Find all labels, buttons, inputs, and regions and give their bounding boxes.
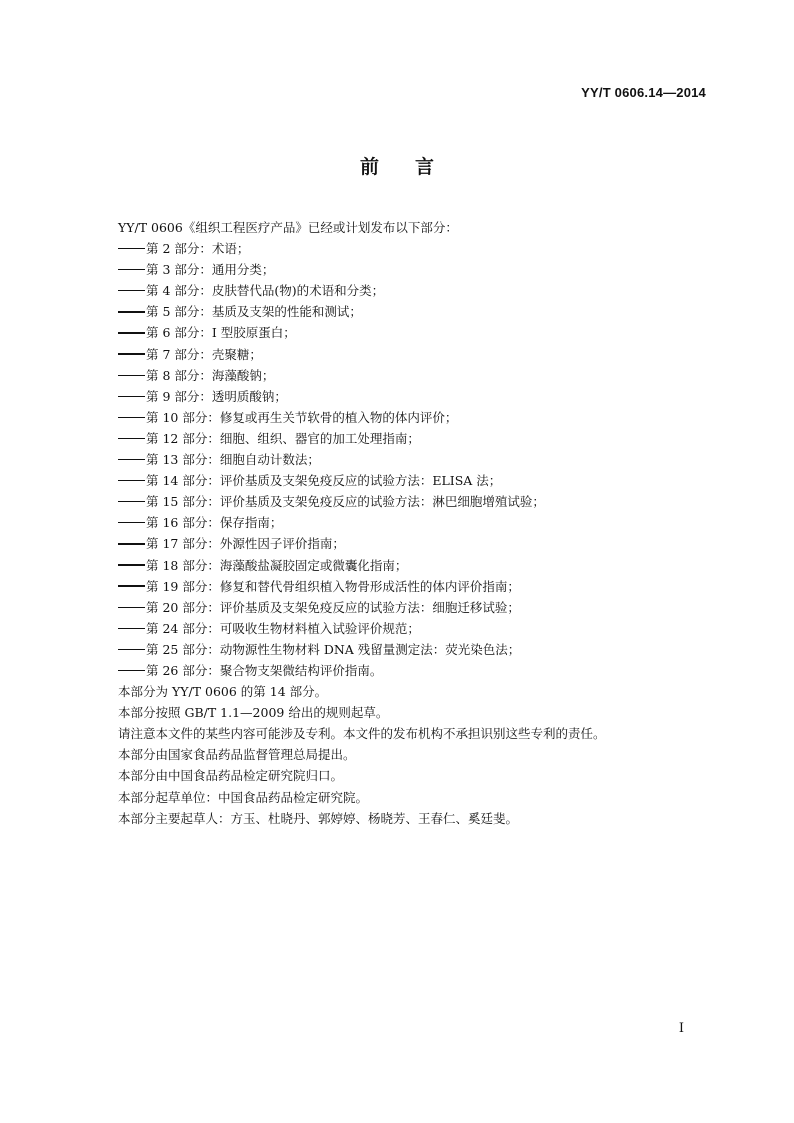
- em-dash: [118, 332, 145, 333]
- note-line: 本部分起草单位：中国食品药品检定研究院。: [118, 789, 369, 805]
- em-dash: [118, 248, 145, 249]
- list-item: 第 12 部分：细胞、组织、器官的加工处理指南；: [118, 428, 718, 449]
- em-dash: [118, 438, 145, 439]
- em-dash: [118, 459, 145, 460]
- list-item: 第 26 部分：聚合物支架微结构评价指南。: [118, 660, 718, 681]
- list-item: 第 3 部分：通用分类；: [118, 259, 718, 280]
- em-dash: [118, 628, 145, 629]
- em-dash: [118, 269, 145, 270]
- list-item: 第 18 部分：海藻酸盐凝胶固定或微囊化指南；: [118, 555, 718, 576]
- em-dash: [118, 607, 145, 608]
- em-dash: [118, 290, 145, 291]
- note-line: 本部分按照 GB/T 1.1—2009 给出的规则起草。: [118, 705, 389, 721]
- note-line: 请注意本文件的某些内容可能涉及专利。本文件的发布机构不承担识别这些专利的责任。: [118, 726, 606, 742]
- list-item: 第 15 部分：评价基质及支架免疫反应的试验方法：淋巴细胞增殖试验；: [118, 491, 718, 512]
- em-dash: [118, 501, 145, 502]
- em-dash: [118, 564, 145, 565]
- em-dash: [118, 522, 145, 523]
- em-dash: [118, 353, 145, 354]
- standard-code: YY/T 0606.14—2014: [581, 85, 706, 100]
- em-dash: [118, 417, 145, 418]
- em-dash: [118, 670, 145, 671]
- list-item: 第 19 部分：修复和替代骨组织植入物骨形成活性的体内评价指南；: [118, 576, 718, 597]
- list-item: 第 6 部分：I 型胶原蛋白；: [118, 322, 718, 343]
- list-item: 第 8 部分：海藻酸钠；: [118, 365, 718, 386]
- em-dash: [118, 649, 145, 650]
- list-item: 第 17 部分：外源性因子评价指南；: [118, 533, 718, 554]
- note-line: 本部分为 YY/T 0606 的第 14 部分。: [118, 684, 328, 700]
- page-number: I: [678, 1021, 684, 1036]
- list-item: 第 24 部分：可吸收生物材料植入试验评价规范；: [118, 618, 718, 639]
- list-item: 第 9 部分：透明质酸钠；: [118, 386, 718, 407]
- em-dash: [118, 375, 145, 376]
- intro-text: YY/T 0606《组织工程医疗产品》已经或计划发布以下部分：: [118, 220, 458, 235]
- list-item: 第 13 部分：细胞自动计数法；: [118, 449, 718, 470]
- list-item: 第 25 部分：动物源性生物材料 DNA 残留量测定法：荧光染色法；: [118, 639, 718, 660]
- page-title: 前言: [359, 156, 470, 178]
- em-dash: [118, 480, 145, 481]
- em-dash: [118, 396, 145, 397]
- note-line: 本部分由国家食品药品监督管理总局提出。: [118, 747, 356, 763]
- em-dash: [118, 585, 145, 586]
- list-item: 第 2 部分：术语；: [118, 238, 718, 259]
- em-dash: [118, 311, 145, 312]
- list-item: 第 4 部分：皮肤替代品(物)的术语和分类；: [118, 280, 718, 301]
- list-item: 第 10 部分：修复或再生关节软骨的植入物的体内评价；: [118, 407, 718, 428]
- document-body: [118, 217, 718, 829]
- list-item: 第 20 部分：评价基质及支架免疫反应的试验方法：细胞迁移试验；: [118, 597, 718, 618]
- list-item: 第 5 部分：基质及支架的性能和测试；: [118, 301, 718, 322]
- note-line: 本部分主要起草人：方玉、杜晓丹、郭婷婷、杨晓芳、王春仁、奚廷斐。: [118, 810, 519, 826]
- list-item: 第 7 部分：壳聚糖；: [118, 344, 718, 365]
- em-dash: [118, 543, 145, 544]
- note-line: 本部分由中国食品药品检定研究院归口。: [118, 768, 344, 784]
- list-item: 第 14 部分：评价基质及支架免疫反应的试验方法：ELISA 法；: [118, 470, 718, 491]
- list-item: 第 16 部分：保存指南；: [118, 512, 718, 533]
